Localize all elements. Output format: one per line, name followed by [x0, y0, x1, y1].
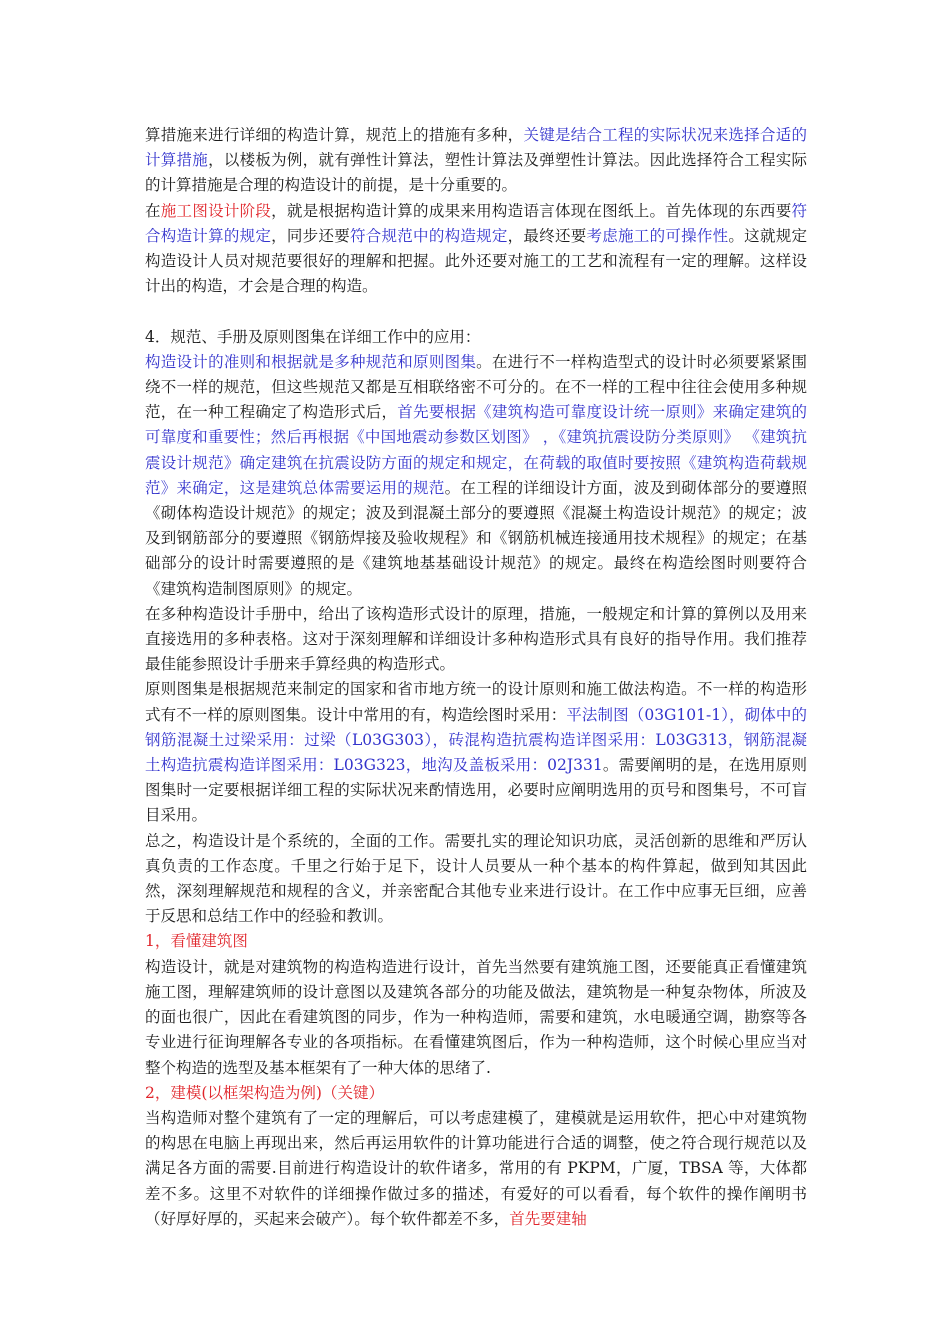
text-run: 当构造师对整个建筑有了一定的理解后，可以考虑建模了，建模就是运用软件，把心中对建筑物的构思在电脑上再现出来，然后再运用软件的计算功能进行合适的调整，使之符合现行规范以及满足各方面的需要.目前进行构造设计的软件诸多，常用的有 PKPM，广厦，TBSA 等，大体都差不多。这里不对软件的详细操作做过多的描述，有爱好的可以看看，每个软件的操作阐明书（好厚好厚的，买起来会破产）。每个软件都差不多，: [145, 1108, 807, 1228]
text-run: 构造设计的准则和根据就是多种规范和原则图集: [145, 352, 477, 371]
text-run: 原则图集是根据规范来制定的国家和省市地方统一的设计原则和施工做法构造。不一样的构造形式有不一样的原则图集。设计中常用的有，构造绘图时采用：: [145, 680, 807, 724]
paragraph-design-manuals: [145, 602, 807, 678]
text-run: ，就是根据构造计算的成果来用构造语言体现在图纸上。首先体现的东西要: [271, 201, 792, 220]
text-run: 符合构造计算的规定: [145, 201, 807, 245]
section-heading-codes: [145, 325, 807, 350]
text-run: 在多种构造设计手册中，给出了该构造形式设计的原理，措施，一般规定和计算的算例以及用来直接选用的多种表格。这对于深刻理解和详细设计多种构造形式具有良好的指导作用。我们推荐最佳能参照设计手册来手算经典的构造形式。: [145, 604, 807, 674]
text-run: 首先要根据《建筑构造可靠度设计统一原则》来确定建筑的可靠度和重要性；然后再根据《中国地震动参数区划图》 ，《建筑抗震设防分类原则》 《建筑抗震设计规范》确定建筑在抗震设防方面的规定和规定，在荷载的取值时要按照《建筑构造荷载规范》来确定，这是建筑总体需要运用的规范: [145, 403, 807, 497]
text-run: ，同步还要: [271, 226, 350, 245]
paragraph-standard-atlases: [145, 677, 807, 828]
text-run: 首先要建轴: [509, 1209, 587, 1228]
paragraph-modeling: [145, 1106, 807, 1232]
text-run: 总之，构造设计是个系统的，全面的工作。需要扎实的理论知识功底，灵活创新的思维和严厉认真负责的工作态度。千里之行始于足下，设计人员要从一种个基本的构件算起，做到知其因此然，深刻理解规范和规程的含义，并亲密配合其他专业来进行设计。在工作中应事无巨细，应善于反思和总结工作中的经验和教训。: [145, 831, 807, 926]
text-run: 算措施来进行详细的构造计算，规范上的措施有多种，: [145, 126, 524, 144]
text-run: 在: [145, 201, 161, 220]
text-run: 2，建模(以框架构造为例)（关键）: [145, 1083, 384, 1102]
text-run: 平法制图（03G101-1），砌体中的钢筋混凝土过梁采用：过梁（L03G303），砖混构造抗震构造详图采用：L03G313，钢筋混凝土构造抗震构造详图采用：L03G323，地沟及盖板采用：02J331: [145, 705, 807, 775]
text-run: 符合规范中的构造规定: [349, 226, 508, 245]
text-run: 。在工程的详细设计方面，波及到砌体部分的要遵照《砌体构造设计规范》的规定；波及到混凝土部分的要遵照《混凝土构造设计规范》的规定；波及到钢筋部分的要遵照《钢筋焊接及验收规程》和《钢筋机械连接通用技术规程》的规定；在基础部分的设计时需要遵照的是《建筑地基基础设计规范》的规定。最终在构造绘图时则要符合《建筑构造制图原则》的规定。: [145, 478, 807, 598]
paragraph-calculation-methods: [145, 123, 807, 199]
text-run: 1，看懂建筑图: [145, 932, 248, 951]
heading-modeling: [145, 1081, 807, 1106]
paragraph-construction-drawing-stage: [145, 199, 807, 300]
text-run: 施工图设计阶段: [160, 201, 272, 220]
text-run: ，以楼板为例，就有弹性计算法，塑性计算法及弹塑性计算法。因此选择符合工程实际的计算措施是合理的构造设计的前提，是十分重要的。: [145, 151, 807, 195]
text-run: 构造设计，就是对建筑物的构造构造进行设计，首先当然要有建筑施工图，还要能真正看懂建筑施工图，理解建筑师的设计意图以及建筑各部分的功能及做法，建筑物是一种复杂物体，所波及的面也很广，因此在看建筑图的同步，作为一种构造师，需要和建筑，水电暖通空调，勘察等各专业进行征询理解各专业的各项指标。在看懂建筑图后，作为一种构造师，这个时候心里应当对整个构造的选型及基本框架有了一种大体的思绪了.: [145, 957, 807, 1077]
paragraph-summary: [145, 829, 807, 930]
heading-read-architectural-drawings: [145, 929, 807, 954]
text-run: 关键是结合工程的实际状况来选择合适的计算措施: [145, 126, 807, 170]
text-run: 。在进行不一样构造型式的设计时必须要紧紧围绕不一样的规范，但这些规范又都是互相联络密不可分的。在不一样的工程中往往会使用多种规范，在一种工程确定了构造形式后，: [145, 352, 807, 422]
text-run: 。需要阐明的是，在选用原则图集时一定要根据详细工程的实际状况来酌情选用，必要时应阐明选用的页号和图集号，不可盲目采用。: [145, 756, 807, 825]
blank-line: [145, 299, 807, 324]
text-run: 考虑施工的可操作性: [586, 226, 729, 245]
text-run: 。这就规定构造设计人员对规范要很好的理解和把握。此外还要对施工的工艺和流程有一定的理解。这样设计出的构造，才会是合理的构造。: [145, 226, 807, 296]
paragraph-design-codes: [145, 350, 807, 602]
text-run: ，最终还要: [507, 226, 587, 245]
document-body: [145, 123, 807, 1232]
paragraph-read-drawings: [145, 955, 807, 1081]
text-run: 4．规范、手册及原则图集在详细工作中的应用：: [145, 327, 481, 346]
